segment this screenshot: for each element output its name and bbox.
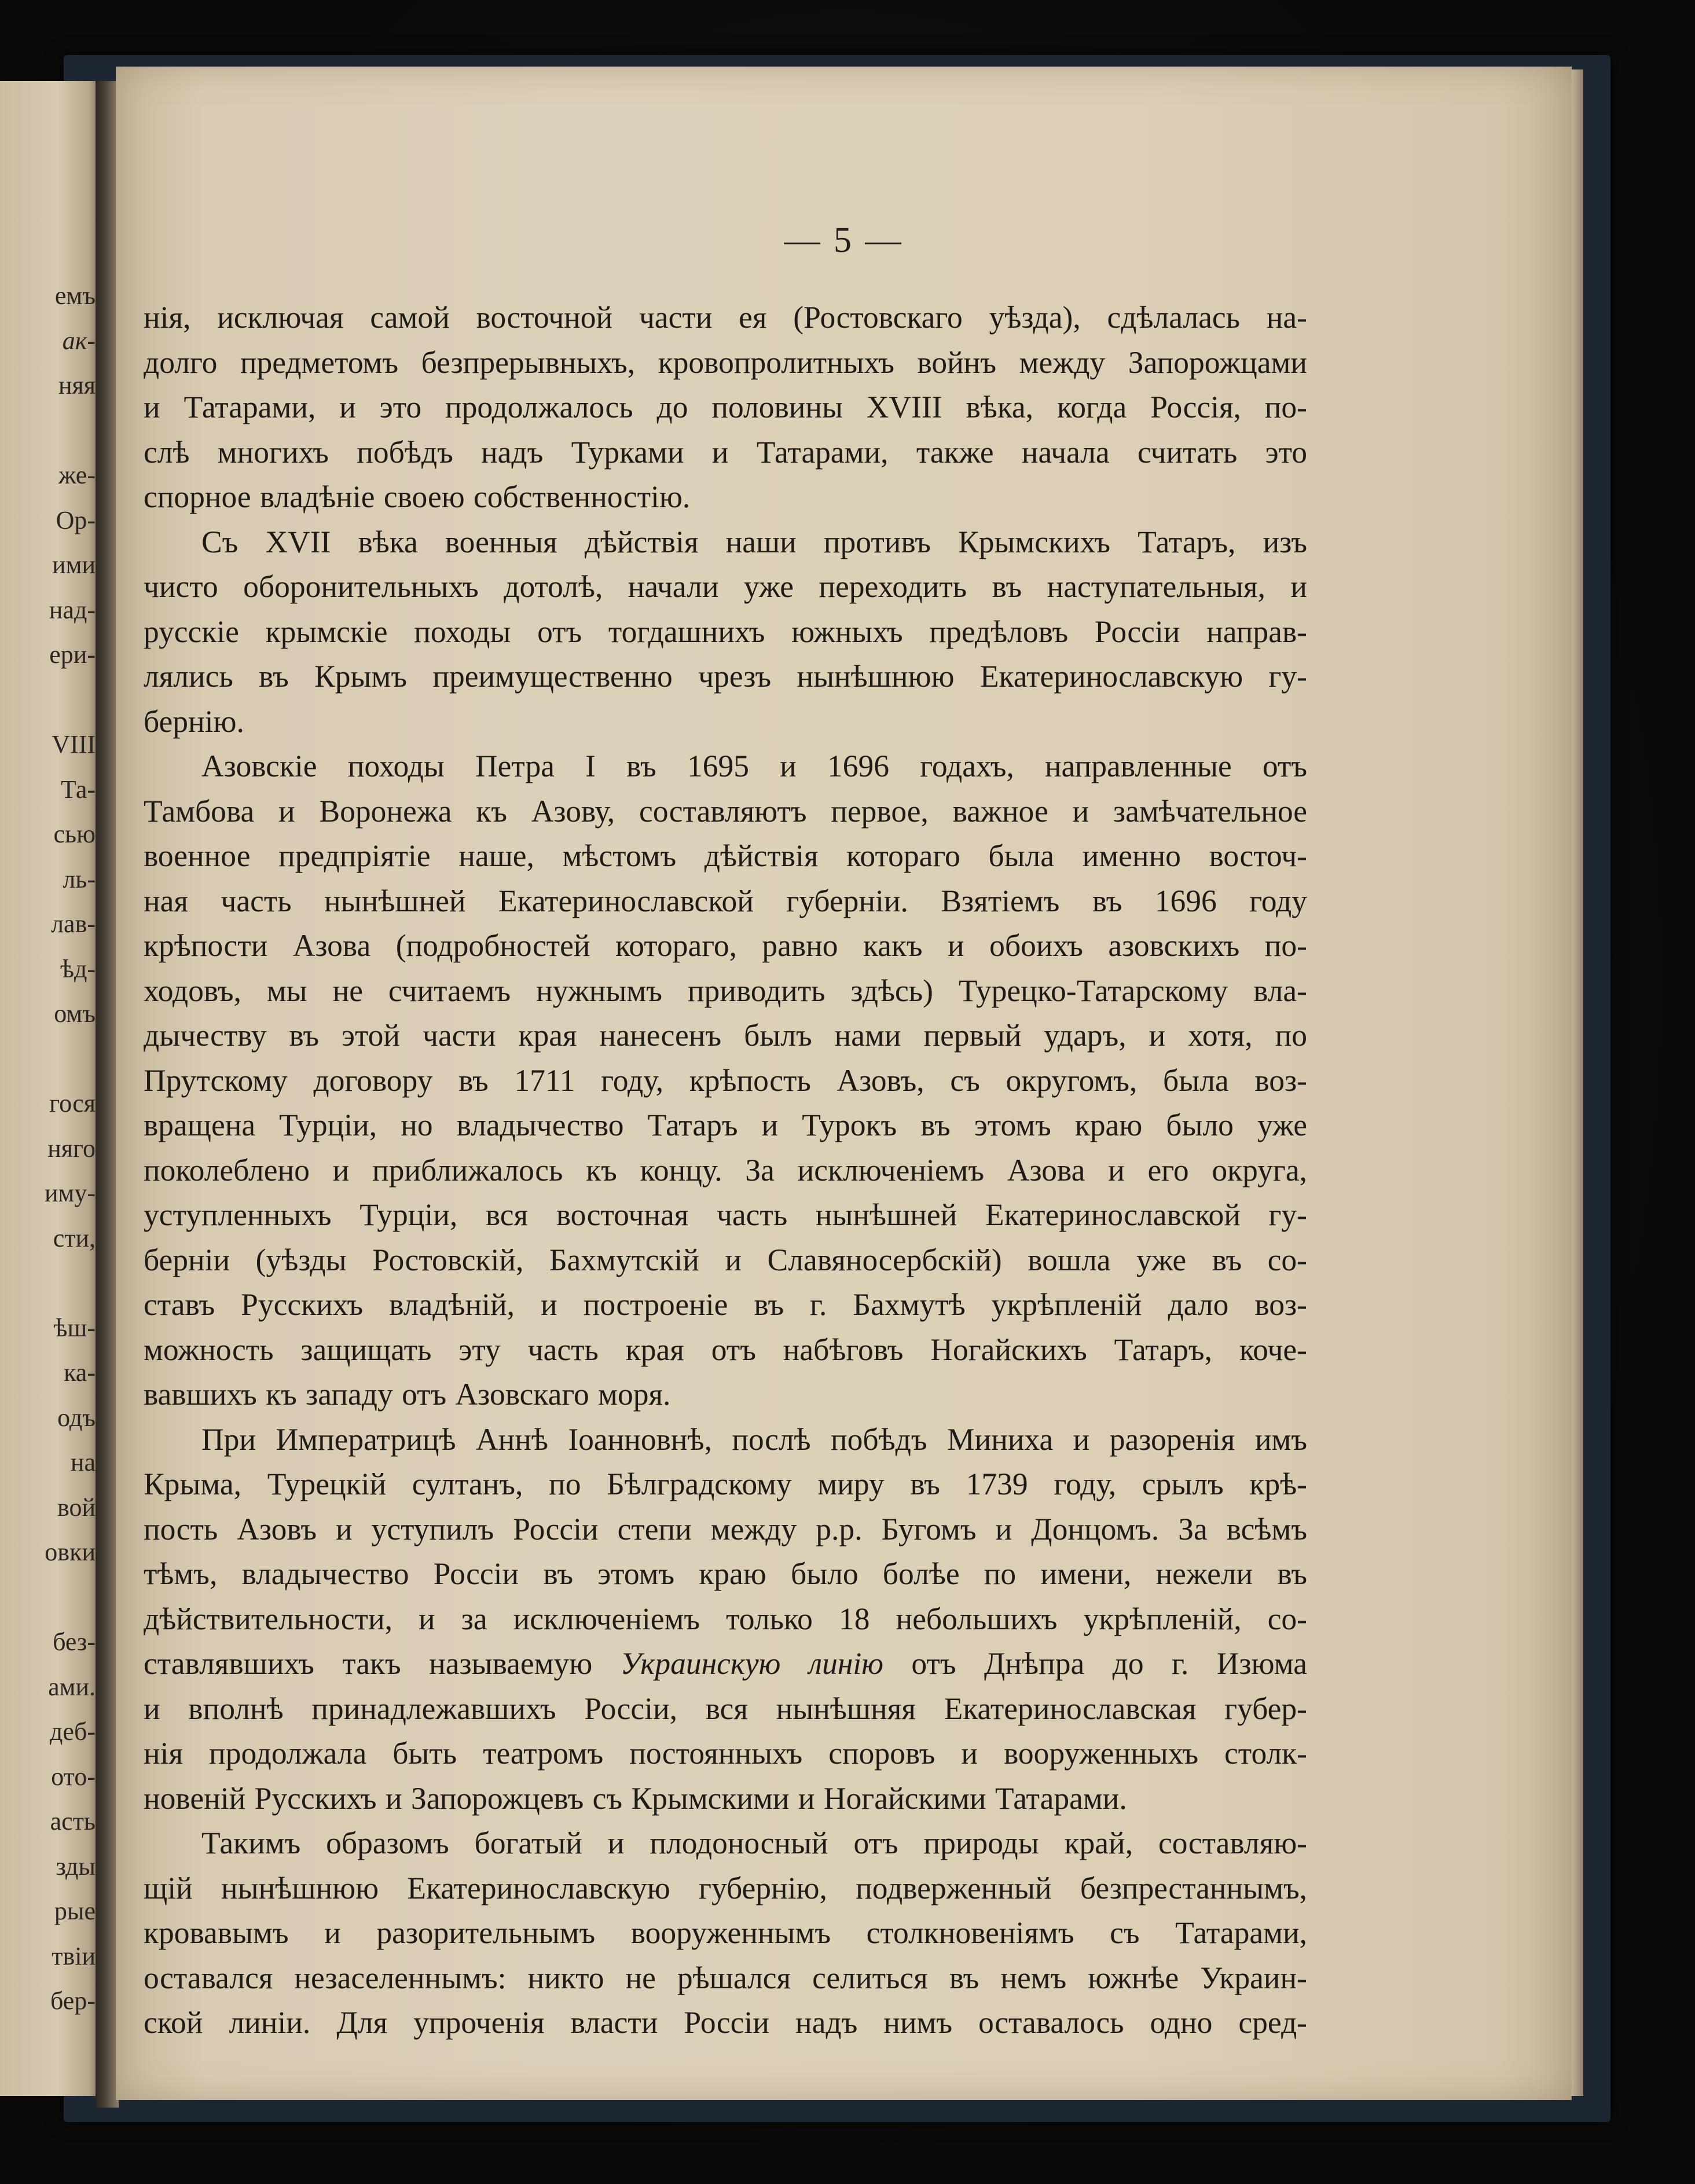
text-line: Крыма, Турецкій султанъ, по Бѣлградскому миру въ 1739 году, срылъ крѣ-: [144, 1467, 1307, 1501]
text-line: вращена Турціи, но владычество Татаръ и Турокъ въ этомъ краю было уже: [144, 1108, 1307, 1142]
text-line: ставъ Русскихъ владѣній, и построеніе въ г. Бахмутѣ укрѣпленій дало воз-: [144, 1287, 1307, 1322]
left-page-fragment: VIII: [52, 730, 96, 758]
text-line: Прутскому договору въ 1711 году, крѣпость Азовъ, съ округомъ, была воз-: [144, 1062, 1307, 1098]
left-page-fragment: ото-: [51, 1762, 96, 1791]
left-page-fragment: ак-: [62, 326, 96, 355]
left-page-fragment: ль-: [63, 864, 96, 893]
text-line: дычеству въ этой части края нанесенъ былъ нами первый ударъ, и хотя, по: [144, 1018, 1307, 1053]
left-page-fragment: деб-: [50, 1717, 96, 1746]
text-line: слѣ многихъ побѣдъ надъ Турками и Татарами, также начала считать это: [144, 434, 1307, 470]
text-line: берніи (уѣзды Ростовскій, Бахмутскій и Славяносербскій) вошла уже въ со-: [144, 1242, 1307, 1277]
text-line: крѣпости Азова (подробностей котораго, равно какъ и обоихъ азовскихъ по-: [144, 928, 1307, 963]
italic-phrase: Украинскую линію: [620, 1646, 883, 1681]
left-page-fragment: над-: [49, 595, 96, 624]
text-line: военное предпріятіе наше, мѣстомъ дѣйствія котораго была именно восточ-: [144, 838, 1307, 873]
left-page-fragment: емъ: [54, 281, 96, 310]
text-line: лялись въ Крымъ преимущественно чрезъ нынѣшнюю Екатеринославскую гу-: [144, 659, 1307, 694]
text-line: При Императрицѣ Аннѣ Іоанновнѣ, послѣ побѣдъ Миниха и разоренія имъ: [201, 1421, 1307, 1457]
left-page-fragment: ка-: [64, 1358, 96, 1387]
book-gutter: [96, 81, 119, 2108]
text-line: спорное владѣніе своею собственностію.: [144, 479, 691, 514]
text-line: пость Азовъ и уступилъ Россіи степи между р.р. Бугомъ и Донцомъ. За всѣмъ: [144, 1511, 1307, 1547]
left-facing-page: [0, 81, 104, 2096]
text-line: кровавымъ и разорительнымъ вооруженнымъ столкновеніямъ съ Татарами,: [144, 1915, 1307, 1950]
text-line: нія, исключая самой восточной части ея (Ростовскаго уѣзда), сдѣлалась на-: [144, 300, 1307, 335]
left-page-fragment: Та-: [61, 775, 96, 804]
text-line: уступленныхъ Турціи, вся восточная часть нынѣшней Екатеринославской гу-: [144, 1197, 1307, 1232]
text-line: ная часть нынѣшней Екатеринославской губерніи. Взятіемъ въ 1696 году: [144, 883, 1307, 918]
left-page-fragment: асть: [50, 1807, 96, 1835]
left-page-fragment: ѣд-: [60, 954, 96, 983]
left-page-fragment: ими: [52, 551, 96, 579]
text-line: бернію.: [144, 703, 244, 739]
text-line: ставлявшихъ такъ называемую Украинскую линію отъ Днѣпра до г. Изюма: [144, 1646, 1307, 1681]
left-page-fragment: сью: [53, 820, 96, 848]
left-page-fragment: ери-: [49, 640, 96, 669]
text-line: щій нынѣшнюю Екатеринославскую губернію, подверженный безпрестаннымъ,: [144, 1870, 1307, 1905]
text-line: дѣйствительности, и за исключеніемъ только 18 небольшихъ укрѣпленій, со-: [144, 1601, 1307, 1636]
text-line: новеній Русскихъ и Запорожцевъ съ Крымскими и Ногайскими Татарами.: [144, 1780, 1127, 1816]
text-line: ской линіи. Для упроченія власти Россіи надъ нимъ оставалось одно сред-: [144, 2005, 1307, 2040]
left-page-fragment: сти,: [53, 1223, 96, 1252]
text-line: Тамбова и Воронежа къ Азову, составляютъ первое, важное и замѣчательное: [144, 793, 1307, 829]
text-line: вавшихъ къ западу отъ Азовскаго моря.: [144, 1377, 671, 1412]
text-line: можность защищать эту часть края отъ набѣговъ Ногайскихъ Татаръ, коче-: [144, 1332, 1307, 1367]
left-page-fragment: рые: [54, 1897, 96, 1925]
body-text: [144, 295, 1307, 2046]
left-page-fragment: ами.: [48, 1672, 96, 1701]
left-page-fragment: зды: [56, 1852, 96, 1881]
text-line: Съ XVII вѣка военныя дѣйствія наши противъ Крымскихъ Татаръ, изъ: [201, 524, 1307, 559]
text-line: чисто оборонительныхъ дотолѣ, начали уже переходить въ наступательныя, и: [144, 569, 1307, 604]
left-page-fragment: Ор-: [56, 505, 96, 534]
text-line: тѣмъ, владычество Россіи въ этомъ краю было болѣе по имени, нежели въ: [144, 1556, 1307, 1591]
text-line: и Татарами, и это продолжалось до половины XVIII вѣка, когда Россія, по-: [144, 390, 1307, 424]
text-line: оставался незаселеннымъ: никто не рѣшался селиться въ немъ южнѣе Украин-: [144, 1960, 1307, 1995]
text-line: поколеблено и приближалось къ концу. За исключеніемъ Азова и его округа,: [144, 1152, 1307, 1188]
left-page-fragment: овки: [45, 1538, 96, 1566]
text-line: долго предметомъ безпрерывныхъ, кровопролитныхъ войнъ между Запорожцами: [144, 345, 1307, 380]
left-page-fragment: без-: [53, 1628, 96, 1656]
left-page-fragment: вой: [57, 1493, 96, 1522]
text-line: русскіе крымскіе походы отъ тогдашнихъ южныхъ предѣловъ Россіи направ-: [144, 614, 1307, 649]
left-page-fragment: одъ: [57, 1403, 96, 1432]
left-page-fragment: иму-: [44, 1179, 96, 1207]
left-page-fragment: же-: [58, 461, 96, 489]
left-page-fragment: няго: [47, 1134, 96, 1163]
left-page-fragment: бер-: [50, 1987, 96, 2015]
left-page-fragment: омъ: [54, 999, 96, 1028]
left-page-fragment: твіи: [52, 1941, 96, 1970]
text-line: нія продолжала быть театромъ постоянныхъ споровъ и вооруженныхъ столк-: [144, 1736, 1307, 1771]
page-number: — 5 —: [784, 221, 904, 260]
page-edge: [1572, 69, 1583, 2096]
left-page-fragment: лав-: [51, 910, 96, 938]
text-line: Азовскіе походы Петра I въ 1695 и 1696 годахъ, направленные отъ: [201, 749, 1307, 783]
left-page-fragment: на: [70, 1448, 96, 1476]
text-line: ходовъ, мы не считаемъ нужнымъ приводить здѣсь) Турецко-Татарскому вла-: [144, 973, 1307, 1008]
text-line: Такимъ образомъ богатый и плодоносный отъ природы край, составляю-: [201, 1826, 1307, 1860]
left-page-fragment: ѣш-: [53, 1313, 96, 1342]
main-page: [116, 67, 1572, 2100]
text-line: и вполнѣ принадлежавшихъ Россіи, вся нынѣшняя Екатеринославская губер-: [144, 1691, 1307, 1726]
left-page-fragment: гося: [49, 1089, 96, 1117]
left-page-fragment: няя: [58, 371, 96, 400]
